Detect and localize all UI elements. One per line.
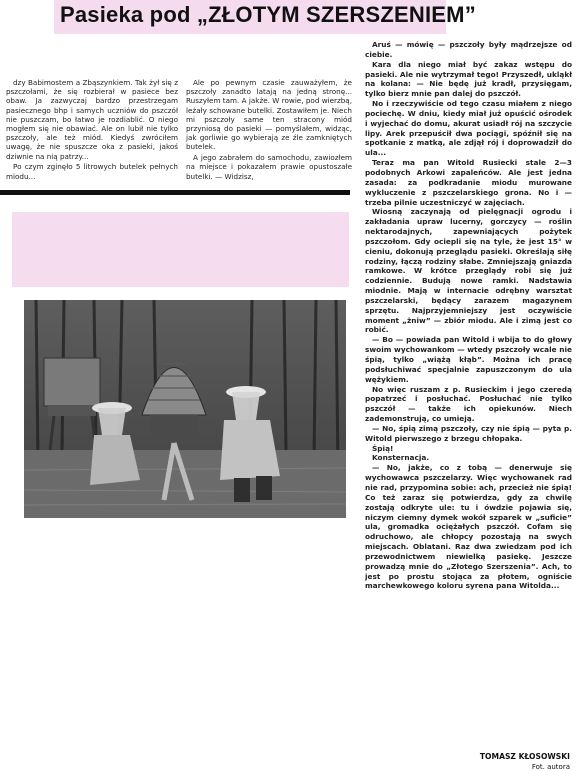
paragraph: — No, jakże, co z tobą — denerwuje się wychowawca pszczelarzy. Więc wychowanek rad nie rad, przypomina sobie: ach, przecież nie śpią! Co też zaraz się potwierdza, gdy za chwilę zostają odkryte ule: tu i ówdzie pojawia się, niczym ciemny dymek wokół szparek w „suficie” ula, gromadka ociężałych pszczół. Cofam się odruchowo, ale chłopcy pozostają na swych miejscach. Oblatani. Raz dwa zwiedzam pod ich przewodnictwem niewielką pasiekę. Jeszcze prowadzą mnie do „Złotego Szerszenia”. Ach, to jest po prostu stojąca za płotem, ogniście marchewkowego koloru syrena pana Witolda... (365, 463, 572, 591)
paragraph: — Bo — powiada pan Witold i wbija to do głowy swoim wychowankom — wtedy pszczoły wcale nie śpią, tylko „wiążą kłąb”. Można ich pracę podsłuchiwać specjalnie zapuszczonym do ula wężykiem. (365, 335, 572, 384)
paragraph: Konsternacja. (372, 453, 430, 463)
paragraph: Teraz ma pan Witold Rusiecki stale 2—3 podobnych Arkowi zapaleńców. Ale jest jedna zasada: za podkradanie miodu murowane wykluczenie z pszczelarskiego grona. No i — trzeba pilnie uczestniczyć w zajęciach. (365, 158, 572, 207)
paragraph: Po czym zginęło 5 litrowych butelek pełnych miodu... (6, 162, 178, 181)
section-rule (0, 190, 350, 195)
paragraph: Kara dla niego miał być zakaz wstępu do pasieki. Ale nie wytrzymał tego! Przyszedł, ukląkł na kolana: — Nie będę już kradł, przysięgam, tylko bierz mnie pan dalej do pszczół. (365, 59, 572, 99)
beekeepers-photo (24, 300, 346, 518)
paragraph: — No, śpią zimą pszczoły, czy nie śpią — pyta p. Witold pierwszego z brzegu chłopaka. (365, 423, 572, 443)
paragraph: Śpią! (372, 443, 394, 453)
paragraph: Ale po pewnym czasie zauważyłem, że pszczoły zanadto latają na jedną stronę... Ruszyłem tam. A jakże. W rowie, pod wierzbą, leżały schowane butelki. Zostawiłem je. Niech mi pszczoły same ten stracony miód przyniosą do pasieki — pomyślałem, widząc, jak gorliwie go wybierają ze źle zamkniętych butelek. (186, 78, 352, 152)
paragraph: No i rzeczywiście od tego czasu miałem z niego pociechę. W dniu, kiedy miał już opuścić ośrodek i wyjechać do domu, akurat usiadł rój na szczycie lipy. Arek przepuścił dwa pociągi, spóźnił się na spotkanie z matką, ale zdjął rój i doprowadził do ula... (365, 99, 572, 158)
paragraph: A jego zabrałem do samochodu, zawiozłem na miejsce i pokazałem prawie opustoszałe butelki. — Widzisz, (186, 153, 352, 181)
column-1 (6, 78, 178, 188)
column-3 (365, 40, 572, 740)
photo-credit: Fot. autora (531, 763, 570, 771)
author-byline: TOMASZ KŁOSOWSKI (479, 752, 570, 761)
article-title: Pasieka pod „ZŁOTYM SZERSZENIEM” (60, 2, 476, 27)
paragraph: Wiosną zaczynają od pielęgnacji ogrodu i zakładania upraw lucerny, gorczycy — roślin nektarodajnych, zapewniających pożytek pszczołom. Gdy ociepli się na tyle, że jest 15° w cieniu, dokonują przeglądu pasieki. Określają siłę rodziny, łączą rodziny słabe. Zmniejszają gniazda ramkowe. W krótce przeglądy robi się już codziennie. Budują nowe ramki. Nadstawia miodnie. Mają w internacie odrębny warsztat pszczelarski, będący zarazem magazynem sprzętu. Najprzyjemniejszy jest oczywiście moment „żniw” — zbiór miodu. Ale i zimą jest co robić. (365, 207, 572, 335)
paragraph: Aruś — mówię — pszczoły były mądrzejsze od ciebie. (365, 40, 572, 59)
paragraph: No więc ruszam z p. Rusieckim i jego czeredą popatrzeć i posłuchać. Posłuchać nie tylko pszczół — także ich opiekunów. Niech zademonstrują, co umieją. (365, 384, 572, 424)
paragraph: dzy Babimostem a Zbąszynkiem. Tak żył się z pszczołami, że się rozbierał w pasiece bez obaw. Ja zazwyczaj bardzo przestrzegam pasiecznego bhp i samych uczniów do pszczół nie puszczam, bo łatwo je rozdiablić. O niego mogłem się nie obawiać. Ale on lubił nie tylko pszczoły, ale też miód. Kiedyś zwróciłem uwagę, że nie spuszcze oka z pasieki, jakoś dziwnie na nią patrzy... (6, 78, 178, 161)
caption-highlight (12, 212, 349, 287)
column-2 (186, 78, 352, 188)
